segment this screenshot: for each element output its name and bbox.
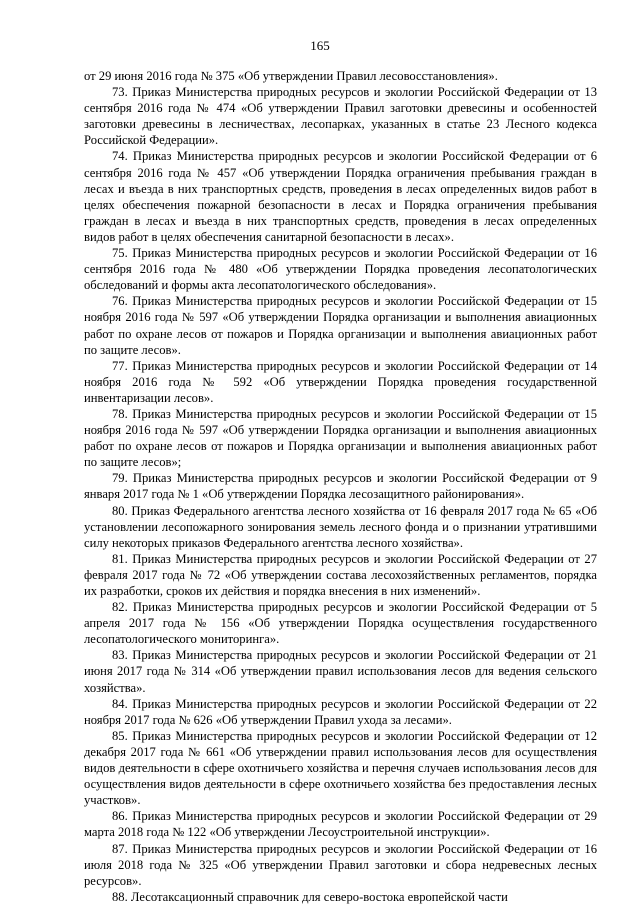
reference-item: 86. Приказ Министерства природных ресурсов и экологии Российской Федерации от 29 марта 2018 года № 122 «Об утверждении Лесоустроительной инструкции». — [84, 809, 597, 840]
reference-item: 85. Приказ Министерства природных ресурсов и экологии Российской Федерации от 12 декабря 2017 года № 661 «Об утверждении правил использования лесов для осуществления видов деятельности в сфере охотничьего хозяйства и перечня случаев использования лесов для осуществления видов деятельности в сфере охотничьего хозяйства без предоставления лесных участков». — [84, 728, 597, 808]
reference-item: 79. Приказ Министерства природных ресурсов и экологии Российской Федерации от 9 января 2017 года № 1 «Об утверждении Порядка лесозащитного районирования». — [84, 471, 597, 502]
reference-item: 76. Приказ Министерства природных ресурсов и экологии Российской Федерации от 15 ноября 2016 года № 597 «Об утверждении Порядка организации и выполнения авиационных работ по охране лесов от пожаров и Порядка организации и выполнения авиационных работ по защите лесов». — [84, 294, 597, 357]
reference-item: 80. Приказ Федерального агентства лесного хозяйства от 16 февраля 2017 года № 65 «Об установлении лесопожарного зонирования земель лесного фонда и о признании утратившими силу некоторых приказов Федерального агентства лесного хозяйства». — [84, 503, 597, 550]
reference-item: 74. Приказ Министерства природных ресурсов и экологии Российской Федерации от 6 сентября 2016 года № 457 «Об утверждении Порядка ограничения пребывания граждан в лесах и въезда в них транспортных средств, проведения в лесах определенных видов работ в целях обеспечения пожарной безопасности в лесах и Порядка ограничения пребывания граждан в лесах и въезда в них транспортных средств, проведения в лесах определенных видов работ в целях обеспечения санитарной безопасности в лесах». — [84, 149, 597, 244]
continued-paragraph: от 29 июня 2016 года № 375 «Об утверждении Правил лесовосстановления». — [84, 69, 498, 83]
reference-item: 73. Приказ Министерства природных ресурсов и экологии Российской Федерации от 13 сентября 2016 года № 474 «Об утверждении Правил заготовки древесины и особенностей заготовки древесины в лесничествах, лесопарках, указанных в статье 23 Лесного кодекса Российской Федерации». — [84, 85, 597, 148]
reference-item: 75. Приказ Министерства природных ресурсов и экологии Российской Федерации от 16 сентября 2016 года № 480 «Об утверждении Порядка проведения лесопатологических обследований и формы акта лесопатологического обследования». — [84, 246, 597, 293]
reference-item: 82. Приказ Министерства природных ресурсов и экологии Российской Федерации от 5 апреля 2017 года № 156 «Об утверждении Порядка осуществления государственного лесопатологического мониторинга». — [84, 600, 597, 647]
reference-item: 78. Приказ Министерства природных ресурсов и экологии Российской Федерации от 15 ноября 2016 года № 597 «Об утверждении Порядка организации и выполнения авиационных работ по охране лесов от пожаров и Порядка организации и выполнения авиационных работ по защите лесов»; — [84, 406, 597, 470]
reference-item: 88. Лесотаксационный справочник для северо-востока европейской части — [112, 889, 508, 904]
reference-item: 87. Приказ Министерства природных ресурсов и экологии Российской Федерации от 16 июля 2018 года № 325 «Об утверждении Правил заготовки и сбора недревесных лесных ресурсов». — [84, 841, 597, 888]
reference-list — [84, 68, 597, 905]
reference-item: 84. Приказ Министерства природных ресурсов и экологии Российской Федерации от 22 ноября 2017 года № 626 «Об утверждении Правил ухода за лесами». — [84, 696, 597, 727]
page-number: 165 — [310, 38, 330, 53]
reference-item: 81. Приказ Министерства природных ресурсов и экологии Российской Федерации от 27 февраля 2017 года № 72 «Об утверждении состава лесохозяйственных регламентов, порядка их разработки, сроков их действия и порядка внесения в них изменений». — [84, 551, 597, 598]
reference-item: 77. Приказ Министерства природных ресурсов и экологии Российской Федерации от 14 ноября 2016 года № 592 «Об утверждении Порядка проведения государственной инвентаризации лесов». — [84, 358, 597, 405]
reference-item: 83. Приказ Министерства природных ресурсов и экологии Российской Федерации от 21 июня 2017 года № 314 «Об утверждении правил использования лесов для ведения сельского хозяйства». — [84, 648, 597, 695]
